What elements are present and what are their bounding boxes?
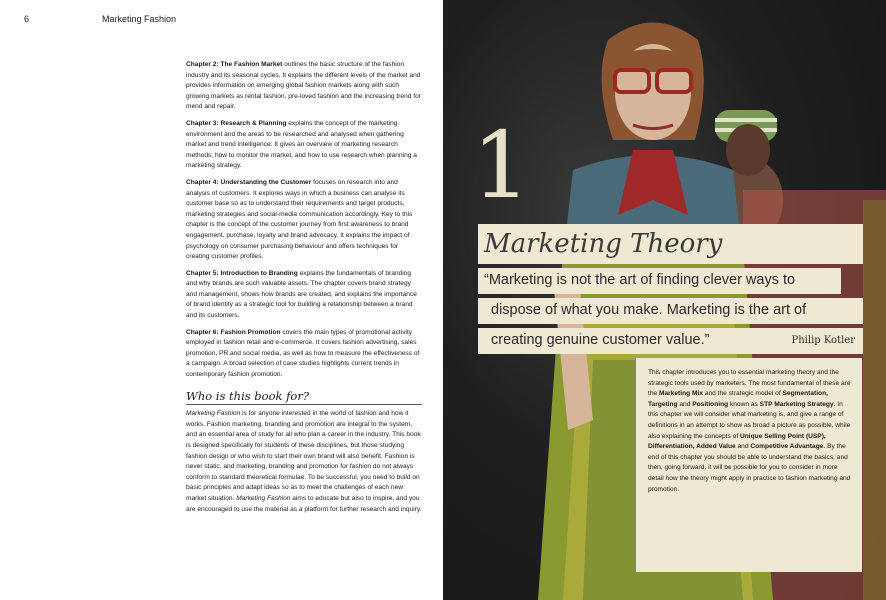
chapter-3-summary (186, 119, 422, 172)
intro-bold: Unique Selling Point (USP), Differentiation, Added Value (648, 432, 826, 451)
quote-line-1: “Marketing is not the art of finding clever ways to (484, 272, 796, 288)
quote-line-1-band (478, 268, 841, 294)
chapter-title: Marketing Theory (484, 229, 723, 259)
quote-line-3: creating genuine customer value.” (491, 332, 710, 348)
background-face (726, 124, 770, 176)
intro-bold: STP Marketing Strategy (759, 400, 834, 408)
quote-line-2-band (478, 298, 863, 324)
book-title-2: Marketing Fashion (236, 494, 291, 502)
intro-text: known as (728, 400, 760, 408)
chapter-5-title: Chapter 5: Introduction to Branding (186, 269, 298, 277)
chapter-4-title: Chapter 4: Understanding the Customer (186, 178, 312, 186)
intro-text: This chapter introduces you to essential marketing theory and the strategic tools used by marketers. The most fundamental of these are the (648, 369, 851, 398)
chapter-4-text: focuses on research into and analysis of customers. It explores ways in which a business can analyse its customer base so as to understand their requirements and target products, marketing strategies and social-media communication accordingly. Key to this chapter is the concept of the customer journey from first awareness to brand engagement, purchase, loyalty and brand advocacy. It explains the impact of psychology on consumer purchasing behaviour and offers techniques for creating customer profiles. (186, 178, 413, 261)
quote-line-3-band (478, 328, 863, 354)
intro-bold: Segmentation, Targeting (648, 390, 828, 408)
chapter-intro-text (648, 368, 854, 495)
book-title-1: Marketing Fashion (186, 410, 241, 418)
chapter-6-title: Chapter 6: Fashion Promotion (186, 328, 281, 336)
chapter-2-text: outlines the basic structure of the fashion industry and its seasonal cycles. It explains the different levels of the market and provides information on emerging global fashion markets along with such growing markets as rental fashion, pre-loved fashion and the increasing trend for mend and repair. (186, 61, 421, 111)
chapter-title-band (478, 224, 863, 264)
intro-bold: Positioning (692, 400, 729, 408)
chapter-4-summary (186, 178, 422, 263)
page-number: 6 (24, 14, 30, 24)
chapter-3-text: explains the concept of the marketing environment and the areas to be researched and analysed when gathering market and trend intelligence. It gives an overview of marketing research methods, how to monitor the market, and how to use research when planning a marketing strategy. (186, 119, 417, 170)
headwrap-stripe (715, 118, 777, 122)
chapter-3-title: Chapter 3: Research & Planning (186, 119, 287, 127)
left-body-text (186, 60, 422, 521)
chapter-2-title: Chapter 2: The Fashion Market (186, 61, 283, 68)
who-text-1: is for anyone interested in the world of fashion and how it works. Fashion marketing, branding and promotion are integral to the system, and an essential area of study for all who plan a career in the industry. This book is designed specifically for students of these disciplines, but those studying fashion design or who wish to start their own brand will also benefit. Fashion is never static, and marketing, branding and promotion for fashion do not always conform to standard theoretical formulae. To be successful, you need to build on basic principles and adapt ideas so as to meet the challenges of each new market situation. (186, 410, 421, 502)
intro-bold: Marketing Mix (659, 390, 703, 398)
quote-author: Philip Kotler (791, 335, 855, 346)
chapter-number: 1 (472, 112, 531, 219)
chapter-5-text: explains the fundamentals of branding and why brands are such valuable assets. The chapter covers brand strategy and management, shows how brands are created, and explains the importance of brand identity as a strategic tool for building a relationship between a brand and its customers. (186, 269, 417, 320)
chapter-6-text: covers the main types of promotional activity employed in fashion retail and e-commerce. It covers fashion advertising, sales promotion, PR and social media, as well as how to measure the effectiveness of a campaign. A broad selection of case studies highlights current trends in contemporary fashion promotion. (186, 328, 420, 379)
chapter-intro-box (636, 358, 862, 572)
intro-bold: Competitive Advantage (750, 443, 824, 451)
right-edge-figure (863, 200, 886, 600)
intro-text: and (677, 400, 693, 408)
who-text-2: aims to educate but also to inspire, and you are encouraged to use the material as a platform for further research and inquiry. (186, 494, 422, 513)
chapter-2-summary (186, 60, 422, 113)
intro-text: and (735, 443, 751, 451)
who-paragraph (186, 409, 422, 515)
quote-line-2: dispose of what you make. Marketing is the art of (491, 302, 807, 318)
running-head: Marketing Fashion (102, 14, 177, 24)
chapter-6-summary (186, 328, 422, 381)
who-heading: Who is this book for? (186, 391, 422, 406)
intro-text: and the strategic model of (702, 390, 783, 398)
chapter-5-summary (186, 269, 422, 322)
intro-text: . In this chapter we will consider what marketing is, and give a range of definitions in an attempt to show as broad a picture as possible, while also explaining the concepts of (648, 400, 851, 440)
intro-text: . By the end of this chapter you should be able to understand the basics, and then, going forward, it will be possible for you to consider in more detail how the theory might apply in practice to fashion marketing and promotion. (648, 443, 851, 493)
